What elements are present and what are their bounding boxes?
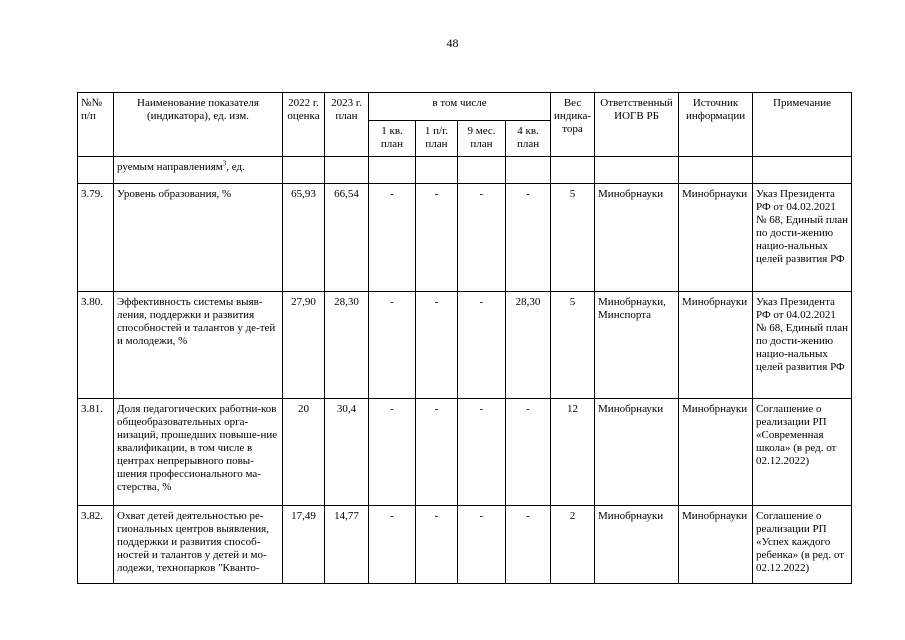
row-responsible: Минобрнауки (595, 399, 679, 506)
row-2023: 30,4 (325, 399, 369, 506)
row-name: Уровень образования, % (114, 184, 283, 292)
row-num: 3.81. (78, 399, 114, 506)
header-2022: 2022 г. оценка (283, 93, 325, 157)
header-h1: 1 п/г. план (416, 121, 458, 157)
header-note: Примечание (753, 93, 852, 157)
row-num: 3.79. (78, 184, 114, 292)
table-row (78, 506, 852, 584)
row-weight: 2 (551, 506, 595, 584)
row-responsible: Минобрнауки (595, 506, 679, 584)
row-9m: - (458, 399, 506, 506)
row-2023: 14,77 (325, 506, 369, 584)
row-2022: 27,90 (283, 292, 325, 399)
row-source: Минобрнауки (679, 184, 753, 292)
cont-num (78, 157, 114, 184)
header-source: Источник информации (679, 93, 753, 157)
header-name: Наименование показателя (индикатора), ед. изм. (114, 93, 283, 157)
header-responsible: Ответственный ИОГВ РБ (595, 93, 679, 157)
row-2022: 65,93 (283, 184, 325, 292)
row-9m: - (458, 506, 506, 584)
row-source: Минобрнауки (679, 506, 753, 584)
table-row (78, 399, 852, 506)
row-q1: - (369, 184, 416, 292)
header-num: №№ п/п (78, 93, 114, 157)
cont-text: руемым направлениям (117, 161, 223, 173)
cont-weight (551, 157, 595, 184)
header-q4: 4 кв. план (506, 121, 551, 157)
row-q1: - (369, 506, 416, 584)
row-responsible: Минобрнауки (595, 184, 679, 292)
row-responsible: Минобрнауки, Минспорта (595, 292, 679, 399)
row-q4: - (506, 184, 551, 292)
row-name: Охват детей деятельностью ре-гиональных центров выявления, поддержки и развития способ-ностей и талантов у детей и мо-лодежи, технопарков "Кванто- (114, 506, 283, 584)
row-2022: 17,49 (283, 506, 325, 584)
row-h1: - (416, 184, 458, 292)
cont-q4 (506, 157, 551, 184)
row-weight: 12 (551, 399, 595, 506)
row-note: Соглашение о реализации РП «Современная школа» (в ред. от 02.12.2022) (753, 399, 852, 506)
cont-name (114, 157, 283, 184)
row-weight: 5 (551, 184, 595, 292)
header-q1: 1 кв. план (369, 121, 416, 157)
cont-9m (458, 157, 506, 184)
row-q1: - (369, 292, 416, 399)
cont-2023 (325, 157, 369, 184)
row-source: Минобрнауки (679, 399, 753, 506)
row-note: Соглашение о реализации РП «Успех каждого ребенка» (в ред. от 02.12.2022) (753, 506, 852, 584)
page-number: 48 (446, 36, 459, 50)
footnote-marker: 3 (222, 159, 227, 168)
row-q4: 28,30 (506, 292, 551, 399)
cont-suffix: , ед. (226, 161, 245, 173)
header-weight: Вес индика-тора (551, 93, 595, 157)
row-q4: - (506, 506, 551, 584)
row-2023: 66,54 (325, 184, 369, 292)
row-note: Указ Президента РФ от 04.02.2021 № 68, Единый план по дости-жению нацио-нальных целей развития РФ (753, 184, 852, 292)
cont-q1 (369, 157, 416, 184)
row-q4: - (506, 399, 551, 506)
row-name: Доля педагогических работни-ков общеобразовательных орга-низаций, прошедших повыше-ние квалификации, в том числе в центрах непрерывного повы-шения профессионального ма-стерства, % (114, 399, 283, 506)
row-9m: - (458, 184, 506, 292)
cont-h1 (416, 157, 458, 184)
header-row-top (78, 93, 852, 121)
row-source: Минобрнауки (679, 292, 753, 399)
row-weight: 5 (551, 292, 595, 399)
row-2023: 28,30 (325, 292, 369, 399)
cont-source (679, 157, 753, 184)
header-in-total: в том числе (369, 93, 551, 121)
row-q1: - (369, 399, 416, 506)
header-2023: 2023 г. план (325, 93, 369, 157)
indicators-table (77, 92, 852, 584)
cont-note (753, 157, 852, 184)
row-9m: - (458, 292, 506, 399)
cont-responsible (595, 157, 679, 184)
continuation-row (78, 157, 852, 184)
table-row (78, 292, 852, 399)
row-name: Эффективность системы выяв-ления, поддержки и развития способностей и талантов у де-тей и молодежи, % (114, 292, 283, 399)
cont-2022 (283, 157, 325, 184)
header-9m: 9 мес. план (458, 121, 506, 157)
row-h1: - (416, 399, 458, 506)
row-2022: 20 (283, 399, 325, 506)
row-h1: - (416, 292, 458, 399)
row-num: 3.80. (78, 292, 114, 399)
table-row (78, 184, 852, 292)
row-note: Указ Президента РФ от 04.02.2021 № 68, Единый план по дости-жению нацио-нальных целей развития РФ (753, 292, 852, 399)
row-h1: - (416, 506, 458, 584)
row-num: 3.82. (78, 506, 114, 584)
